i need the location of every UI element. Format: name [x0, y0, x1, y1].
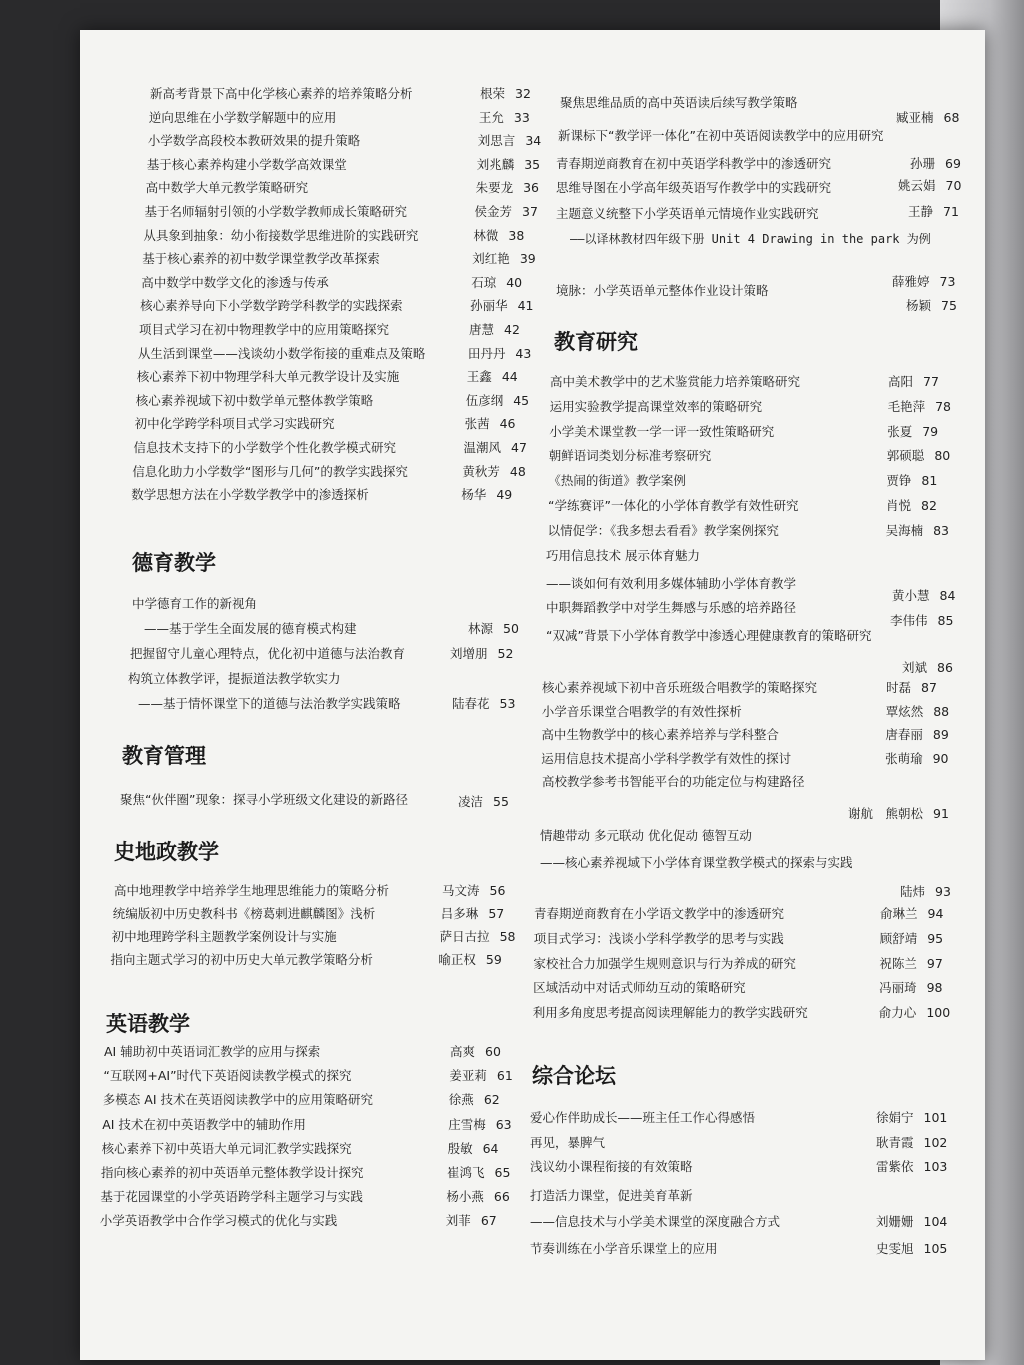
entry-subtitle: ——基于学生全面发展的德育模式构建 [144, 621, 357, 636]
entry-author: 杨颖 [906, 298, 932, 313]
entry-author: 冯丽琦 [879, 980, 917, 996]
entry-author: 雷紫依 [876, 1159, 914, 1175]
entry-page: 47 [511, 440, 527, 455]
entry-title: 区域活动中对话式师幼互动的策略研究 [533, 980, 746, 996]
entry-page: 104 [923, 1214, 948, 1229]
section-heading-luntan: 综合论坛 [532, 1064, 616, 1088]
entry-author: 唐春丽 [885, 727, 923, 743]
entry-page: 53 [499, 696, 516, 711]
entry-title: 再见，暴脾气 [530, 1134, 606, 1150]
entry-meta [475, 206, 538, 219]
entry-author: 耿青霞 [876, 1134, 914, 1150]
entry-title: 项目式学习在初中物理教学中的应用策略探究 [139, 322, 390, 337]
entry-meta [885, 703, 950, 719]
entry-meta [887, 398, 952, 414]
entry-meta [887, 450, 950, 463]
entry-author: 姚云娟 [898, 178, 936, 193]
entry-title: 节奏训练在小学音乐课堂上的应用 [530, 1241, 718, 1256]
entry-title: AI 辅助初中英语词汇教学的应用与探索 [104, 1044, 321, 1059]
entry-page: 102 [923, 1134, 948, 1150]
entry-meta [467, 345, 532, 361]
entry-page: 93 [935, 884, 951, 899]
entry-author: 肖悦 [886, 498, 912, 513]
entry-meta [472, 253, 535, 266]
entry-meta [876, 1134, 948, 1150]
entry-page: 44 [501, 369, 518, 385]
entry-author: 姜亚莉 [449, 1068, 487, 1084]
entry-title: 小学英语教学中合作学习模式的优化与实践 [99, 1213, 338, 1229]
entry-page: 67 [480, 1213, 497, 1229]
entry-title: 基于花园课堂的小学英语跨学科主题学习与实践 [100, 1189, 363, 1205]
entry-meta [447, 1167, 510, 1180]
entry-author: 祝陈兰 [879, 955, 917, 971]
entry-author: 吕多琳 [440, 906, 479, 921]
entry-author: 林源 [468, 621, 494, 636]
entry-meta [879, 930, 944, 946]
entry-meta [886, 500, 937, 513]
entry-author: 马文涛 [442, 883, 480, 898]
entry-author: 侯金芳 [474, 204, 513, 219]
entry-title: 指向主题式学习的初中历史大单元教学策略分析 [110, 952, 373, 967]
entry-page: 87 [921, 680, 937, 695]
entry-meta [442, 885, 505, 898]
entry-meta [476, 156, 541, 172]
entry-title: 高中生物教学中的核心素养培养与学科整合 [541, 727, 779, 743]
entry-page: 38 [508, 227, 525, 243]
entry-title: 数学思想方法在小学数学教学中的渗透探析 [131, 487, 369, 503]
entry-page: 34 [525, 133, 542, 149]
entry-page: 65 [494, 1165, 511, 1180]
entry-author: 徐娟宁 [876, 1110, 914, 1125]
entry-meta [476, 182, 539, 195]
section-heading-guanli: 教育管理 [122, 744, 206, 768]
entry-page: 70 [945, 178, 962, 193]
entry-title: 新高考背景下高中化学核心素养的培养策略分析 [150, 86, 413, 101]
entry-meta [458, 796, 509, 809]
entry-title: 初中化学跨学科项目式学习实践研究 [134, 416, 335, 432]
entry-page: 62 [483, 1092, 500, 1108]
entry-page: 82 [921, 498, 937, 513]
entry-title: 打造活力课堂，促进美育革新 [530, 1188, 693, 1203]
entry-title: 青春期逆商教育在小学语文教学中的渗透研究 [534, 906, 785, 921]
entry-author: 崔鸿飞 [447, 1165, 485, 1180]
entry-page: 60 [485, 1044, 501, 1059]
entry-title: 青春期逆商教育在初中英语学科教学中的渗透研究 [556, 156, 832, 171]
entry-meta [910, 158, 961, 171]
entry-title: 核心素养视域下初中数学单元整体教学策略 [135, 392, 374, 408]
section-heading-shidizheng: 史地政教学 [114, 840, 219, 864]
entry-author: 毛艳萍 [887, 398, 926, 414]
entry-title: 小学数学高段校本教研效果的提升策略 [147, 133, 361, 149]
entry-page: 42 [504, 322, 520, 337]
entry-page: 37 [522, 204, 538, 219]
entry-page: 94 [927, 906, 944, 921]
entry-author: 孙珊 [910, 156, 936, 171]
entry-meta [879, 1007, 950, 1020]
entry-meta [876, 1112, 947, 1125]
entry-page: 81 [921, 473, 938, 489]
entry-meta [461, 489, 512, 502]
entry-author: 薛雅婷 [892, 274, 930, 289]
entry-author: 贾铮 [886, 473, 912, 489]
entry-author: 谢航 熊朝松 [848, 806, 924, 821]
entry-author: 庄雪梅 [448, 1116, 486, 1132]
entry-title: 运用信息技术提高小学科学教学有效性的探讨 [541, 750, 792, 766]
entry-page: 100 [926, 1005, 951, 1021]
entry-meta [848, 808, 949, 821]
entry-page: 40 [506, 274, 523, 290]
entry-page: 33 [513, 109, 530, 125]
entry-meta [469, 324, 520, 337]
entry-title: 高中数学中数学文化的渗透与传承 [141, 274, 329, 290]
entry-title: 家校社合力加强学生规则意识与行为养成的研究 [533, 955, 796, 971]
entry-title: 运用实验教学提高课堂效率的策略研究 [549, 398, 763, 414]
entry-meta [467, 371, 518, 384]
entry-author: 凌洁 [458, 794, 484, 809]
entry-page: 98 [926, 980, 943, 996]
entry-title: 指向核心素养的初中英语单元整体教学设计探究 [101, 1165, 364, 1180]
toc-page [80, 30, 985, 1360]
entry-title: 从生活到课堂——浅谈幼小数学衔接的重难点及策略 [137, 345, 426, 361]
entry-meta [447, 1140, 499, 1156]
entry-page: 43 [515, 345, 532, 361]
entry-title: 逆向思维在小学数学解题中的应用 [148, 109, 337, 125]
entry-meta [886, 682, 937, 695]
entry-author: 郭硕聪 [886, 448, 925, 464]
entry-author: 高爽 [450, 1044, 476, 1059]
entry-meta [449, 1094, 500, 1107]
entry-page: 95 [927, 930, 944, 946]
entry-meta [478, 109, 530, 125]
entry-meta [892, 590, 955, 603]
entry-page: 35 [524, 156, 541, 172]
entry-meta [441, 908, 504, 921]
entry-meta [450, 1046, 501, 1059]
entry-page: 36 [523, 180, 540, 196]
entry-page: 101 [923, 1110, 948, 1125]
entry-page: 57 [488, 906, 505, 921]
entry-title: 中学德育工作的新视角 [132, 596, 258, 611]
entry-page: 89 [932, 727, 949, 743]
entry-page: 83 [933, 522, 950, 538]
entry-page: 88 [933, 703, 950, 719]
entry-author: 温潮风 [463, 440, 502, 455]
entry-meta [876, 1216, 947, 1229]
entry-author: 顾舒靖 [879, 930, 918, 946]
entry-author: 李伟伟 [890, 613, 928, 628]
entry-meta [465, 418, 516, 431]
entry-author: 林微 [473, 227, 499, 243]
entry-title: “学练赛评”一体化的小学体育教学有效性研究 [548, 498, 799, 513]
entry-author: 黄小慧 [892, 588, 930, 603]
entry-page: 64 [482, 1140, 499, 1156]
entry-author: 张萌瑜 [885, 750, 923, 766]
entry-meta [448, 1116, 512, 1132]
entry-meta [446, 1191, 509, 1204]
entry-page: 55 [493, 794, 509, 809]
entry-author: 杨小燕 [446, 1189, 484, 1205]
entry-title: 爱心作伴助成长——班主任工作心得感悟 [530, 1110, 756, 1125]
entry-author: 刘姗姗 [876, 1214, 914, 1229]
entry-title: 从具象到抽象：幼小衔接数学思维进阶的实践研究 [143, 227, 419, 243]
entry-author: 伍彦纲 [465, 392, 504, 408]
entry-title: 高中数学大单元教学策略研究 [145, 180, 309, 196]
entry-author: 俞力心 [878, 1005, 917, 1021]
entry-page: 61 [496, 1068, 513, 1084]
entry-meta [438, 954, 501, 967]
entry-title: 小学美术课堂教一学一评一致性策略研究 [549, 423, 775, 439]
entry-meta [880, 908, 943, 921]
entry-subtitle: ——核心素养视域下小学体育课堂教学模式的探索与实践 [540, 855, 853, 870]
entry-page: 56 [489, 883, 506, 898]
section-heading-deyu: 德育教学 [132, 551, 216, 575]
entry-page: 45 [513, 392, 530, 408]
entry-title: 《热闹的街道》教学案例 [548, 473, 686, 489]
entry-page: 32 [515, 86, 531, 101]
entry-page: 71 [943, 204, 959, 219]
entry-page: 46 [499, 416, 516, 432]
entry-meta [898, 180, 961, 193]
entry-author: 王鑫 [466, 369, 492, 385]
entry-meta [876, 1161, 947, 1174]
entry-title: 核心素养下初中物理学科大单元教学设计及实施 [136, 369, 400, 385]
entry-title: 基于核心素养的初中数学课堂教学改革探索 [142, 251, 380, 267]
entry-page: 48 [509, 463, 526, 479]
entry-author: 臧亚楠 [896, 110, 934, 125]
entry-page: 97 [926, 955, 943, 971]
entry-meta [446, 1215, 497, 1228]
entry-meta [885, 729, 948, 742]
entry-title: 境脉：小学英语单元整体作业设计策略 [556, 283, 769, 298]
entry-meta [468, 623, 519, 636]
entry-title: 情趣带动 多元联动 优化促动 德智互动 [540, 828, 752, 843]
entry-meta [449, 1070, 512, 1083]
entry-page: 66 [493, 1189, 510, 1205]
entry-page: 79 [922, 423, 939, 439]
entry-page: 90 [932, 750, 949, 766]
entry-meta [908, 206, 959, 219]
entry-author: 根荣 [480, 86, 506, 101]
entry-title: 项目式学习：浅谈小学科学教学的思考与实践 [533, 930, 784, 946]
entry-author: 刘斌 [902, 660, 928, 675]
entry-author: 张夏 [887, 423, 913, 439]
entry-meta [450, 648, 513, 661]
entry-author: 刘菲 [445, 1213, 471, 1229]
entry-title: 小学音乐课堂合唱教学的有效性探析 [541, 703, 742, 719]
entry-author: 王允 [478, 109, 504, 125]
entry-meta [885, 750, 949, 766]
entry-meta [906, 300, 957, 313]
entry-title: 信息技术支持下的小学数学个性化教学模式研究 [133, 440, 397, 455]
section-heading-yingyu: 英语教学 [106, 1012, 190, 1036]
entry-page: 78 [935, 398, 952, 414]
entry-page: 59 [485, 952, 502, 967]
entry-author: 殷敏 [447, 1140, 473, 1156]
entry-title: 核心素养下初中英语大单元词汇教学实践探究 [101, 1140, 352, 1156]
entry-subtitle: ——信息技术与小学美术课堂的深度融合方式 [530, 1214, 781, 1229]
entry-meta [886, 475, 937, 488]
entry-title: 初中地理跨学科主题教学案例设计与实施 [111, 929, 337, 944]
entry-author: 陆炜 [900, 884, 926, 899]
entry-meta [896, 112, 959, 125]
entry-page: 73 [939, 274, 956, 289]
entry-title: 利用多角度思考提高阅读理解能力的教学实践研究 [532, 1005, 808, 1021]
entry-author: 刘红艳 [472, 251, 510, 267]
entry-page: 103 [923, 1159, 948, 1175]
entry-meta [900, 886, 951, 899]
entry-title: 多模态 AI 技术在英语阅读教学中的应用策略研究 [102, 1092, 373, 1108]
entry-page: 58 [499, 929, 516, 944]
entry-title: 高中地理教学中培养学生地理思维能力的策略分析 [114, 883, 390, 898]
entry-author: 唐慧 [469, 322, 495, 337]
entry-meta [887, 423, 939, 439]
entry-title: 新课标下“教学评一体化”在初中英语阅读教学中的应用研究 [558, 128, 884, 143]
entry-title: 浅议幼小课程衔接的有效策略 [530, 1159, 693, 1175]
entry-meta [885, 522, 950, 538]
entry-meta [902, 662, 953, 675]
entry-author: 俞琳兰 [880, 906, 918, 921]
entry-meta [890, 615, 953, 628]
entry-author: 喻正权 [438, 952, 476, 967]
entry-author: 朱要龙 [475, 180, 514, 196]
entry-meta [879, 955, 943, 971]
entry-author: 田丹丹 [467, 345, 506, 361]
entry-page: 86 [937, 660, 953, 675]
entry-author: 吴海楠 [885, 522, 924, 538]
entry-author: 萨日古拉 [439, 929, 490, 944]
entry-subtitle: ——谈如何有效利用多媒体辅助小学体育教学 [546, 576, 797, 591]
entry-title: 统编版初中历史教科书《榜葛剌进麒麟图》浅析 [112, 906, 376, 921]
entry-subtitle: ——以译林教材四年级下册 Unit 4 Drawing in the park 为例 [570, 232, 931, 246]
entry-title: 信息化助力小学数学“图形与几何”的教学实践探究 [132, 463, 408, 479]
entry-meta [888, 376, 939, 389]
entry-page: 91 [933, 806, 949, 821]
entry-author: 陆春花 [452, 696, 490, 711]
entry-page: 84 [939, 588, 956, 603]
entry-meta [473, 227, 525, 243]
entry-title: “双减”背景下小学体育教学中渗透心理健康教育的策略研究 [546, 628, 872, 643]
entry-subtitle: ——基于情怀课堂下的道德与法治教学实践策略 [138, 696, 401, 711]
entry-page: 105 [923, 1241, 948, 1256]
entry-title: 把握留守儿童心理特点，优化初中道德与法治教育 [130, 646, 406, 661]
entry-meta [465, 392, 530, 408]
entry-author: 史雯旭 [876, 1241, 914, 1256]
entry-meta [462, 463, 526, 479]
entry-title: 高校教学参考书智能平台的功能定位与构建路径 [542, 774, 805, 789]
entry-author: 石琼 [471, 274, 497, 290]
entry-meta [876, 1243, 947, 1256]
entry-author: 高阳 [888, 374, 914, 389]
entry-meta [452, 698, 515, 711]
entry-page: 80 [934, 448, 951, 464]
entry-author: 张茜 [464, 416, 490, 432]
entry-page: 69 [945, 156, 961, 171]
entry-title: 构筑立体教学评，提振道法教学软实力 [128, 671, 341, 686]
entry-title: 朝鲜语词类划分标准考察研究 [548, 448, 712, 464]
entry-page: 50 [503, 621, 519, 636]
entry-meta [464, 442, 527, 455]
entry-author: 刘增朋 [450, 646, 488, 661]
entry-title: 核心素养视域下初中音乐班级合唱教学的策略探究 [542, 680, 818, 695]
entry-title: 思维导图在小学高年级英语写作教学中的实践研究 [556, 180, 832, 195]
entry-author: 黄秋芳 [462, 463, 500, 479]
entry-title: 以情促学：《我多想去看看》教学案例探究 [547, 522, 779, 538]
entry-page: 77 [923, 374, 939, 389]
entry-page: 75 [941, 298, 957, 313]
entry-author: 王静 [908, 204, 934, 219]
entry-meta [892, 276, 955, 289]
entry-meta [879, 982, 942, 995]
entry-author: 杨华 [461, 487, 487, 503]
entry-meta [471, 274, 523, 290]
entry-meta [478, 135, 541, 148]
entry-title: 主题意义统整下小学英语单元情境作业实践研究 [556, 206, 819, 221]
section-heading-yanjiu: 教育研究 [554, 330, 638, 354]
entry-page: 41 [517, 298, 534, 314]
entry-title: 巧用信息技术 展示体育魅力 [546, 548, 700, 563]
entry-meta [480, 88, 531, 101]
entry-title: 中职舞蹈教学中对学生舞感与乐感的培养路径 [546, 600, 797, 615]
entry-author: 刘兆麟 [476, 156, 515, 172]
entry-author: 时磊 [886, 680, 912, 695]
entry-author: 覃炫然 [885, 703, 924, 719]
entry-title: “互联网+AI”时代下英语阅读教学模式的探究 [103, 1068, 352, 1084]
entry-page: 63 [495, 1116, 512, 1132]
entry-title: 基于名师辐射引领的小学数学教师成长策略研究 [144, 204, 408, 219]
entry-author: 徐燕 [448, 1092, 474, 1108]
entry-page: 85 [937, 613, 954, 628]
entry-author: 刘思言 [477, 133, 516, 149]
entry-title: 核心素养导向下小学数学跨学科教学的实践探索 [140, 298, 403, 314]
entry-title: 基于核心素养构建小学数学高效课堂 [146, 156, 347, 172]
entry-title: AI 技术在初中英语教学中的辅助作用 [102, 1116, 306, 1132]
entry-page: 68 [943, 110, 960, 125]
entry-page: 52 [497, 646, 514, 661]
entry-meta [440, 931, 516, 944]
entry-title: 高中美术教学中的艺术鉴赏能力培养策略研究 [550, 374, 801, 389]
entry-author: 孙丽华 [470, 298, 508, 314]
entry-title: 聚焦思维品质的高中英语读后续写教学策略 [560, 95, 798, 110]
entry-title: 聚焦“伙伴圈”现象：探寻小学班级文化建设的新路径 [120, 792, 408, 807]
entry-meta [470, 300, 533, 313]
entry-page: 49 [496, 487, 513, 503]
entry-page: 39 [519, 251, 536, 267]
